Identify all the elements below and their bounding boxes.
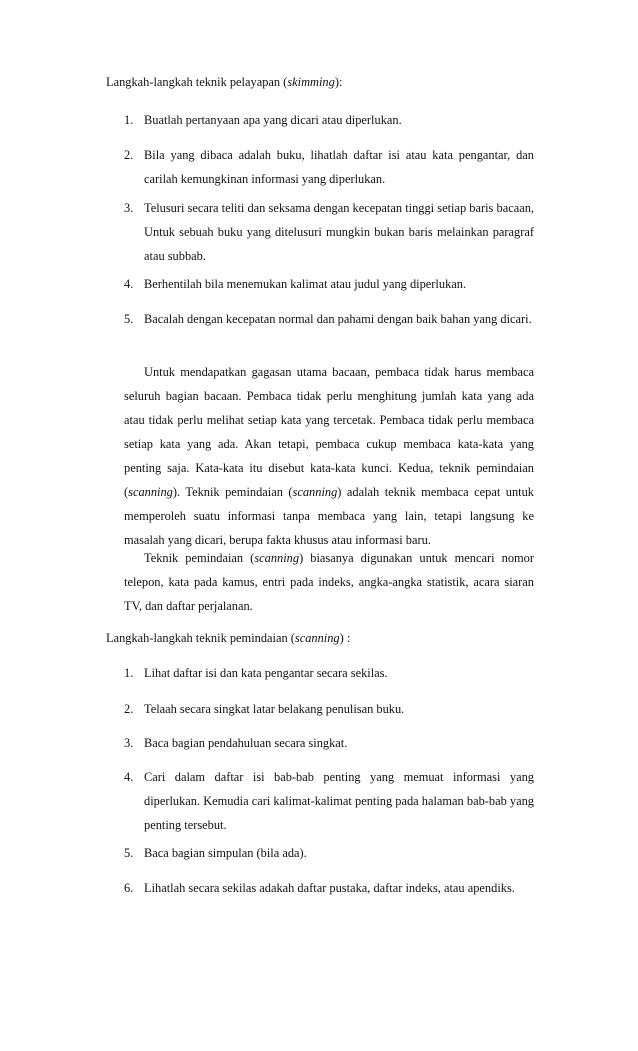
step-text: Lihat daftar isi dan kata pengantar secara sekilas. — [144, 666, 388, 680]
skimming-term: skimming — [287, 75, 335, 89]
skimming-step-3 — [124, 196, 534, 268]
scanning-steps-list — [124, 661, 534, 685]
step-text: Lihatlah secara sekilas adakah daftar pustaka, daftar indeks, atau apendiks. — [144, 881, 515, 895]
step-number: 2. — [124, 148, 134, 162]
paragraph-text: ) biasanya digunakan untuk mencari nomor telepon, kata pada kamus, entri pada indeks, angka-angka statistik, acara siaran TV, dan daftar perjalanan. — [124, 551, 534, 613]
skimming-steps-list — [124, 108, 534, 132]
paragraph-scanning-usage — [124, 546, 534, 618]
step-number: 4. — [124, 277, 134, 291]
scanning-term: scanning — [294, 631, 340, 645]
step-text: Bacalah dengan kecepatan normal dan pahami dengan baik bahan yang dicari. — [144, 312, 532, 326]
scanning-steps-list — [124, 697, 534, 721]
scanning-step-1 — [124, 661, 534, 685]
step-text: Baca bagian pendahuluan secara singkat. — [144, 736, 348, 750]
scanning-steps-list — [124, 876, 534, 900]
paragraph-main-idea — [124, 360, 534, 552]
skimming-steps-list — [124, 307, 534, 331]
scanning-term: scanning — [128, 485, 173, 499]
scanning-step-4 — [124, 765, 534, 837]
scanning-heading — [106, 630, 536, 646]
step-text: Buatlah pertanyaan apa yang dicari atau diperlukan. — [144, 113, 402, 127]
scanning-steps-list — [124, 731, 534, 755]
step-number: 6. — [124, 881, 134, 895]
step-number: 2. — [124, 702, 134, 716]
skimming-heading-suffix: ): — [334, 75, 343, 89]
skimming-heading-text: Langkah-langkah teknik pelayapan ( — [106, 75, 288, 89]
step-text: Cari dalam daftar isi bab-bab penting yang memuat informasi yang diperlukan. Kemudia cari kalimat-kalimat penting pada halaman bab-bab yang penting tersebut. — [144, 770, 534, 832]
step-number: 5. — [124, 846, 134, 860]
step-text: Bila yang dibaca adalah buku, lihatlah daftar isi atau kata pengantar, dan carilah kemungkinan informasi yang diperlukan. — [144, 148, 534, 186]
scanning-heading-suffix: ) : — [339, 631, 351, 645]
skimming-steps-list — [124, 196, 534, 268]
step-text: Baca bagian simpulan (bila ada). — [144, 846, 307, 860]
step-text: Telusuri secara teliti dan seksama dengan kecepatan tinggi setiap baris bacaan, Untuk sebuah buku yang ditelusuri mungkin bukan baris melainkan paragraf atau subbab. — [144, 201, 534, 263]
step-number: 3. — [124, 736, 134, 750]
paragraph-text: Untuk mendapatkan gagasan utama bacaan, pembaca tidak harus membaca seluruh bagian bacaan. Pembaca tidak perlu menghitung jumlah kata yang ada atau tidak perlu melihat setiap kata yang tercetak. Pembaca tidak perlu membaca setiap kata yang ada. Akan tetapi, pembaca cukup membaca kata-kata yang penting saja. Kata-kata itu disebut kata-kata kunci. Kedua, teknik pemindaian ( — [124, 365, 534, 499]
scanning-steps-list — [124, 765, 534, 837]
scanning-step-6 — [124, 876, 534, 900]
scanning-steps-list — [124, 841, 534, 865]
skimming-step-5 — [124, 307, 534, 331]
step-text: Telaah secara singkat latar belakang penulisan buku. — [144, 702, 405, 716]
skimming-step-2 — [124, 143, 534, 191]
skimming-steps-list — [124, 272, 534, 296]
paragraph-text: ) adalah teknik membaca cepat untuk memperoleh suatu informasi tanpa membaca yang lain, tetapi langsung ke masalah yang dicari, berupa fakta khusus atau informasi baru. — [124, 485, 535, 547]
skimming-step-4 — [124, 272, 534, 296]
skimming-step-1 — [124, 108, 534, 132]
scanning-step-2 — [124, 697, 534, 721]
step-number: 1. — [124, 113, 134, 127]
paragraph-text: ). Teknik pemindaian ( — [172, 485, 293, 499]
scanning-heading-text: Langkah-langkah teknik pemindaian ( — [106, 631, 295, 645]
scanning-step-3 — [124, 731, 534, 755]
step-number: 5. — [124, 312, 134, 326]
step-text: Berhentilah bila menemukan kalimat atau judul yang diperlukan. — [144, 277, 467, 291]
step-number: 3. — [124, 201, 134, 215]
skimming-heading — [106, 74, 536, 90]
skimming-steps-list — [124, 143, 534, 191]
step-number: 4. — [124, 770, 134, 784]
paragraph-text: Teknik pemindaian ( — [144, 551, 255, 565]
step-number: 1. — [124, 666, 134, 680]
scanning-term: scanning — [254, 551, 300, 565]
scanning-term: scanning — [292, 485, 338, 499]
scanning-step-5 — [124, 841, 534, 865]
